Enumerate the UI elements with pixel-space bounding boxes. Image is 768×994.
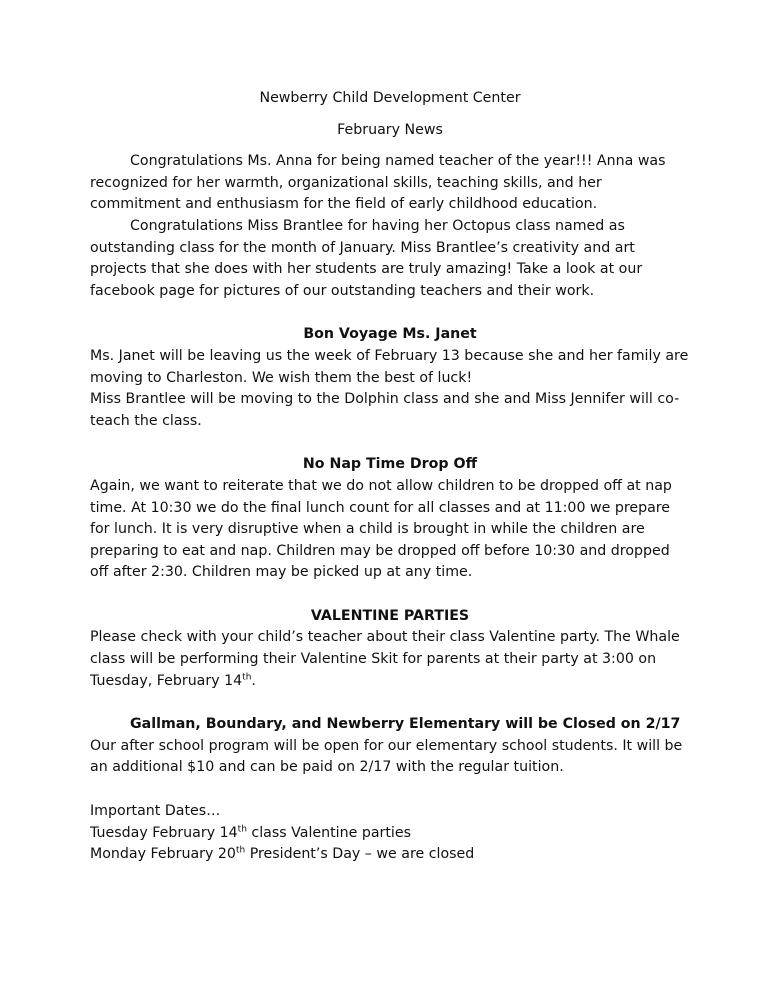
important-dates-title: Important Dates… [90,803,221,820]
valentine-text-end: . [251,672,256,689]
valentine-paragraph [90,627,690,692]
nap-heading: No Nap Time Drop Off [302,456,478,473]
spacer [90,584,690,606]
newsletter-page [90,88,690,866]
spacer [90,141,690,151]
important-date-item [90,823,690,845]
closed-heading: Gallman, Boundary, and Newberry Elementary will be Closed on 2/17 [130,716,681,733]
spacer [90,302,690,324]
ordinal-suffix: th [237,823,247,834]
spacer [90,779,690,801]
date-text: Tuesday February 14 [90,824,238,841]
org-name: Newberry Child Development Center [259,90,521,106]
bon-voyage-paragraph-2: Miss Brantlee will be moving to the Dolphin class and she and Miss Jennifer will co-teach the class. [90,391,680,429]
closed-paragraph: Our after school program will be open for our elementary school students. It will be an additional $10 and can be paid on 2/17 with the regular tuition. [90,737,683,776]
bon-voyage-heading: Bon Voyage Ms. Janet [303,326,477,343]
valentine-heading: VALENTINE PARTIES [310,607,470,624]
congrats-brantlee-paragraph: Congratulations Miss Brantlee for having her Octopus class named as outstanding class for the month of January. Miss Brantlee’s creativity and art projects that she does with her students are truly amazing! Take a look at our facebook page for pictures of our outstanding teachers and their work. [90,217,643,299]
ordinal-suffix: th [242,671,252,682]
congrats-anna-paragraph: Congratulations Ms. Anna for being named teacher of the year!!! Anna was recognized for her warmth, organizational skills, teaching skills, and her commitment and enthusiasm for the field of early childhood education. [90,153,666,213]
spacer [90,110,690,120]
valentine-text: Please check with your child’s teacher about their class Valentine party. The Whale class will be performing their Valentine Skit for parents at their party at 3:00 on Tuesday, February 14 [90,629,680,689]
spacer [90,432,690,454]
date-description: class Valentine parties [246,824,411,841]
date-description: President’s Day – we are closed [245,846,475,863]
bon-voyage-paragraph-1: Ms. Janet will be leaving us the week of February 13 because she and her family are moving to Charleston. We wish them the best of luck! [90,347,689,386]
newsletter-title: February News [337,121,443,138]
nap-paragraph: Again, we want to reiterate that we do not allow children to be dropped off at nap time. At 10:30 we do the final lunch count for all classes and at 11:00 we prepare for lunch. It is very disruptive when a child is brought in while the children are preparing to eat and nap. Children may be dropped off before 10:30 and dropped off after 2:30. Children may be picked up at any time. [90,477,672,581]
date-text: Monday February 20 [90,846,236,863]
important-date-item [90,844,690,866]
ordinal-suffix: th [235,845,246,856]
spacer [90,692,690,714]
